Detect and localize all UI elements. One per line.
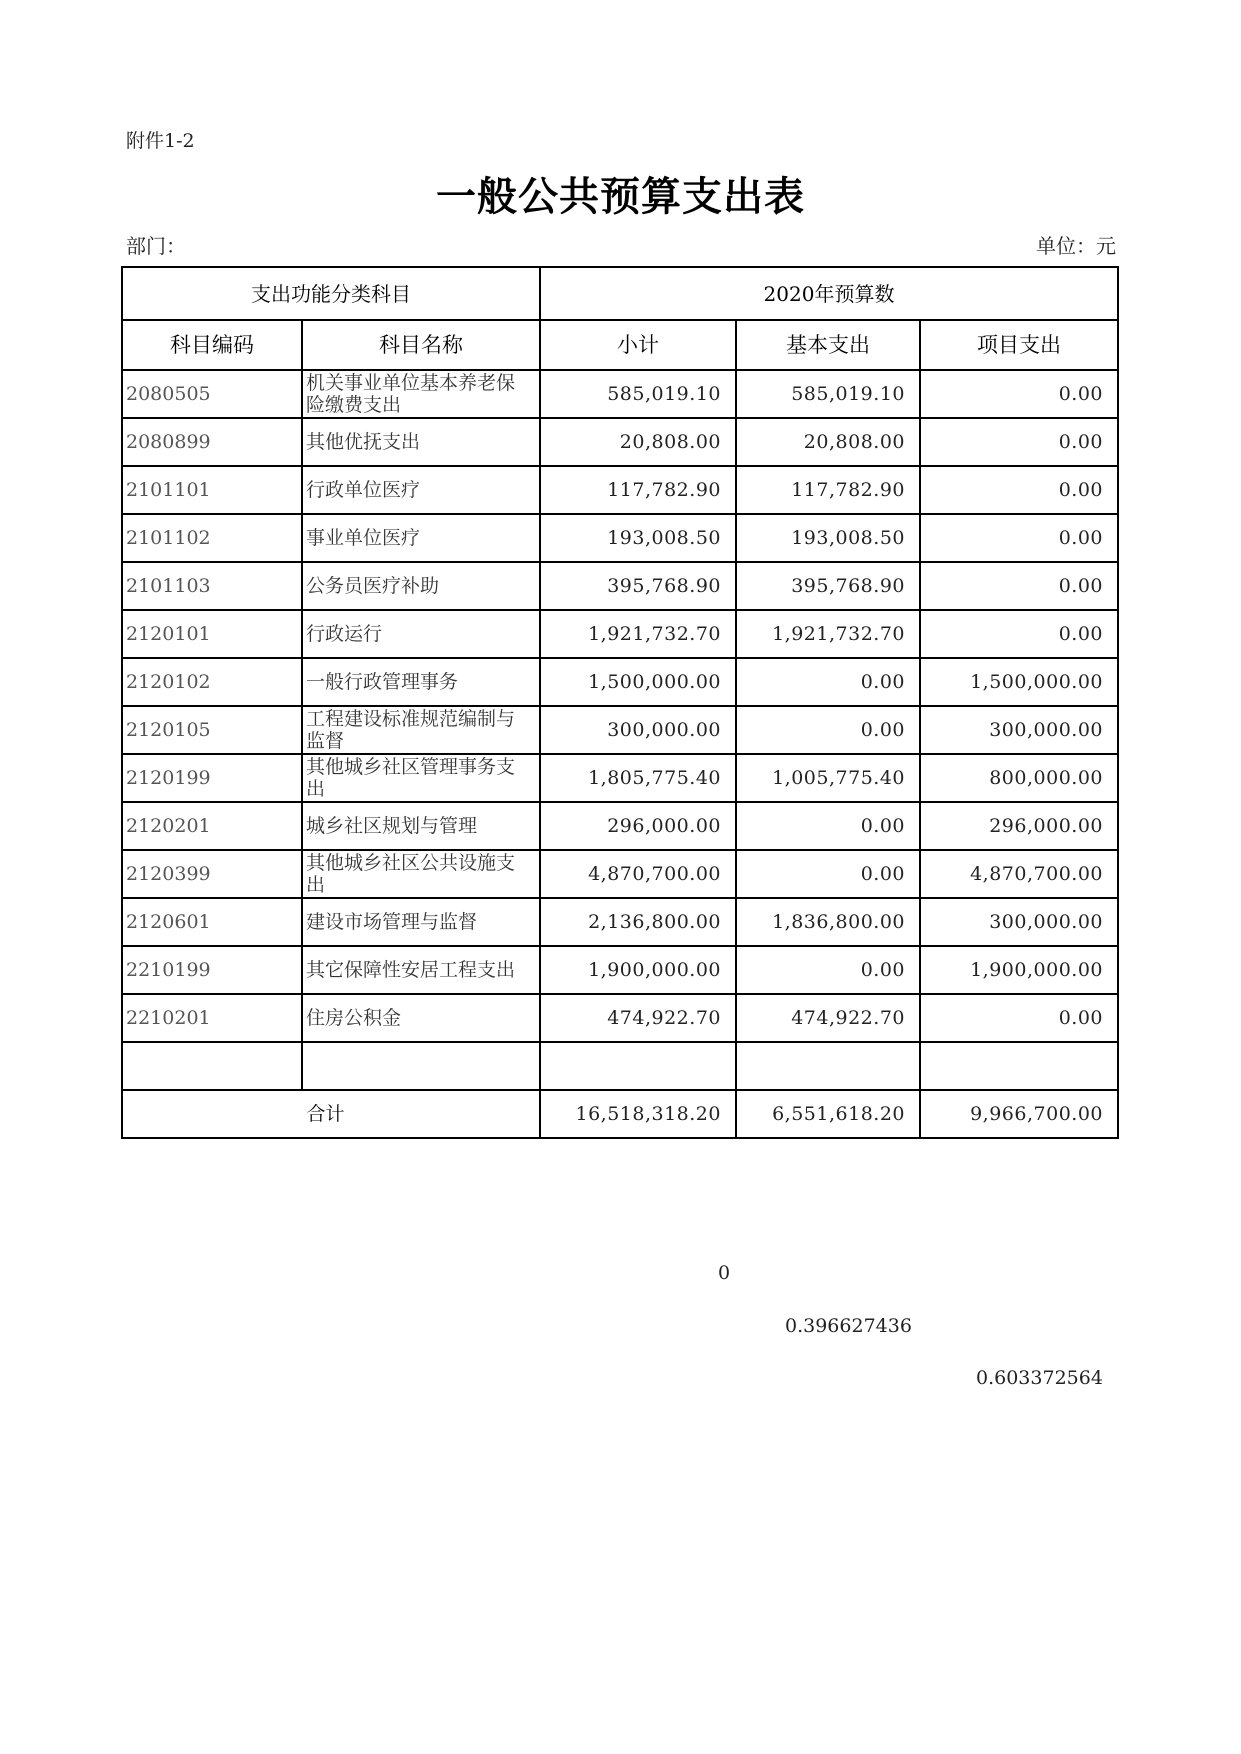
cell-basic: 1,921,732.70: [736, 610, 920, 658]
cell-project: 0.00: [920, 418, 1118, 466]
department-label: 部门：: [126, 234, 186, 258]
cell-name: 其它保障性安居工程支出: [302, 946, 540, 994]
cell-code: 2120601: [122, 898, 302, 946]
header-budget-year: 2020年预算数: [540, 267, 1118, 320]
cell-name: 一般行政管理事务: [302, 658, 540, 706]
cell-code: 2210201: [122, 994, 302, 1042]
cell-subtotal: 2,136,800.00: [540, 898, 736, 946]
page-title: 一般公共预算支出表: [436, 174, 805, 220]
total-basic: 6,551,618.20: [736, 1090, 920, 1138]
cell-project: 0.00: [920, 514, 1118, 562]
cell-subtotal: 1,921,732.70: [540, 610, 736, 658]
cell-subtotal: 1,500,000.00: [540, 658, 736, 706]
cell-basic: 117,782.90: [736, 466, 920, 514]
cell-code: 2120199: [122, 754, 302, 802]
cell-basic: 1,836,800.00: [736, 898, 920, 946]
column-header-project: 项目支出: [920, 320, 1118, 370]
table-row: [122, 1042, 1118, 1090]
cell-name: 公务员医疗补助: [302, 562, 540, 610]
cell-code: 2101101: [122, 466, 302, 514]
budget-table: [121, 266, 1119, 1139]
cell-subtotal: 193,008.50: [540, 514, 736, 562]
cell-name: 机关事业单位基本养老保险缴费支出: [302, 370, 540, 418]
cell-code: 2120102: [122, 658, 302, 706]
cell-subtotal: 474,922.70: [540, 994, 736, 1042]
cell-basic: 193,008.50: [736, 514, 920, 562]
note-value-1: 0: [718, 1262, 731, 1284]
cell-subtotal: 395,768.90: [540, 562, 736, 610]
cell-code: 2120101: [122, 610, 302, 658]
cell-code: 2120399: [122, 850, 302, 898]
cell-project: 300,000.00: [920, 898, 1118, 946]
note-value-3: 0.603372564: [976, 1367, 1103, 1389]
column-header-name: 科目名称: [302, 320, 540, 370]
cell-basic: 395,768.90: [736, 562, 920, 610]
cell-code: 2210199: [122, 946, 302, 994]
cell-code: 2120201: [122, 802, 302, 850]
column-header-subtotal: 小计: [540, 320, 736, 370]
cell-project: 0.00: [920, 994, 1118, 1042]
table-row: [122, 946, 1118, 994]
header-group-row: [122, 267, 1118, 320]
cell-basic: 585,019.10: [736, 370, 920, 418]
cell-project: 0.00: [920, 370, 1118, 418]
cell-subtotal: 1,805,775.40: [540, 754, 736, 802]
attachment-label: 附件1-2: [126, 130, 195, 152]
table-row: [122, 370, 1118, 418]
cell-project: 0.00: [920, 562, 1118, 610]
cell-project: 800,000.00: [920, 754, 1118, 802]
cell-project: 300,000.00: [920, 706, 1118, 754]
cell-name: [302, 1042, 540, 1090]
cell-project: 1,500,000.00: [920, 658, 1118, 706]
column-header-code: 科目编码: [122, 320, 302, 370]
cell-project: 0.00: [920, 610, 1118, 658]
cell-name: 城乡社区规划与管理: [302, 802, 540, 850]
table-row: [122, 850, 1118, 898]
table-row: [122, 610, 1118, 658]
cell-project: 1,900,000.00: [920, 946, 1118, 994]
cell-subtotal: 20,808.00: [540, 418, 736, 466]
cell-code: 2101103: [122, 562, 302, 610]
cell-subtotal: 1,900,000.00: [540, 946, 736, 994]
cell-subtotal: 300,000.00: [540, 706, 736, 754]
cell-code: 2101102: [122, 514, 302, 562]
table-row: [122, 466, 1118, 514]
table-row: [122, 754, 1118, 802]
cell-subtotal: 296,000.00: [540, 802, 736, 850]
cell-project: 0.00: [920, 466, 1118, 514]
cell-name: 行政单位医疗: [302, 466, 540, 514]
unit-label: 单位：元: [1036, 234, 1116, 258]
column-header-row: [122, 320, 1118, 370]
cell-name: 事业单位医疗: [302, 514, 540, 562]
table-row: [122, 658, 1118, 706]
total-project: 9,966,700.00: [920, 1090, 1118, 1138]
cell-basic: [736, 1042, 920, 1090]
table-row: [122, 802, 1118, 850]
cell-project: 4,870,700.00: [920, 850, 1118, 898]
cell-basic: 0.00: [736, 802, 920, 850]
total-label: 合计: [122, 1090, 540, 1138]
column-header-basic: 基本支出: [736, 320, 920, 370]
cell-name: 住房公积金: [302, 994, 540, 1042]
total-subtotal: 16,518,318.20: [540, 1090, 736, 1138]
cell-subtotal: 4,870,700.00: [540, 850, 736, 898]
cell-name: 工程建设标准规范编制与监督: [302, 706, 540, 754]
table-row: [122, 994, 1118, 1042]
table-row: [122, 706, 1118, 754]
note-value-2: 0.396627436: [785, 1315, 912, 1337]
cell-basic: 20,808.00: [736, 418, 920, 466]
cell-project: [920, 1042, 1118, 1090]
cell-basic: 474,922.70: [736, 994, 920, 1042]
cell-code: [122, 1042, 302, 1090]
cell-basic: 1,005,775.40: [736, 754, 920, 802]
cell-subtotal: 585,019.10: [540, 370, 736, 418]
cell-basic: 0.00: [736, 658, 920, 706]
cell-basic: 0.00: [736, 850, 920, 898]
cell-name: 其他城乡社区管理事务支出: [302, 754, 540, 802]
cell-subtotal: 117,782.90: [540, 466, 736, 514]
total-row: [122, 1090, 1118, 1138]
cell-name: 其他优抚支出: [302, 418, 540, 466]
cell-code: 2080899: [122, 418, 302, 466]
cell-name: 行政运行: [302, 610, 540, 658]
cell-code: 2080505: [122, 370, 302, 418]
table-row: [122, 418, 1118, 466]
cell-subtotal: [540, 1042, 736, 1090]
cell-basic: 0.00: [736, 706, 920, 754]
header-classification: 支出功能分类科目: [122, 267, 540, 320]
cell-basic: 0.00: [736, 946, 920, 994]
cell-name: 其他城乡社区公共设施支出: [302, 850, 540, 898]
table-row: [122, 514, 1118, 562]
table-row: [122, 562, 1118, 610]
cell-name: 建设市场管理与监督: [302, 898, 540, 946]
cell-project: 296,000.00: [920, 802, 1118, 850]
cell-code: 2120105: [122, 706, 302, 754]
table-row: [122, 898, 1118, 946]
